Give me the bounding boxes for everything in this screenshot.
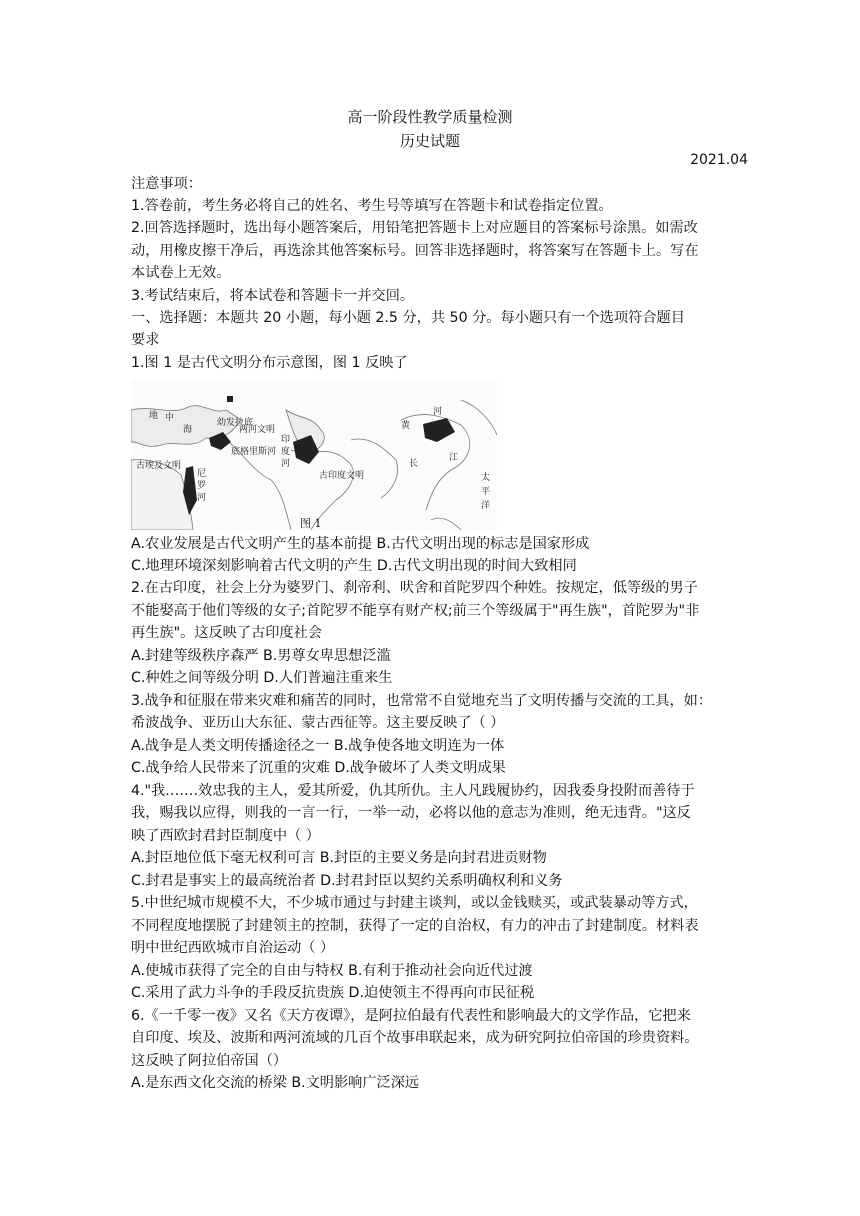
map-label: 洋 [481,501,491,511]
question-5-option: A.使城市获得了完全的自由与特权 B.有利于推动社会向近代过渡 [131,963,533,979]
map-label: 太 [481,473,491,483]
question-3-option: C.战争给人民带来了沉重的灾难 D.战争破坏了人类文明成果 [131,760,506,776]
notice-heading: 注意事项： [131,176,202,192]
question-3-stem: 希波战争、亚历山大东征、蒙古西征等。这主要反映了（ ） [131,715,505,731]
question-6-option: A.是东西文化交流的桥梁 B.文明影响广泛深远 [131,1075,420,1091]
question-6-stem: 6.《一千零一夜》又名《天方夜谭》，是阿拉伯最有代表性和影响最大的文学作品，它把来 [131,1008,691,1024]
notice-item: 本试卷上无效。 [131,265,231,281]
question-5-stem: 5.中世纪城市规模不大，不少城市通过与封建主谈判，或以金钱赎买，或武装暴动等方式， [131,895,698,911]
question-4-option: C.封君是事实上的最高统治者 D.封君封臣以契约关系明确权利和义务 [131,873,563,889]
map-label: 河 [281,459,291,469]
map-label: 地 [149,411,159,421]
exam-date: 2021.04 [690,152,748,168]
section-heading: 一、选择题：本题共 20 小题，每小题 2.5 分，共 50 分。每小题只有一个选项符合题目 [131,310,685,326]
question-5-stem: 明中世纪西欧城市自治运动（ ） [131,940,335,956]
exam-title: 高一阶段性教学质量检测 [347,108,513,126]
map-label: 两河文明 [239,425,276,435]
question-2-option: C.种姓之间等级分明 D.人们普遍注重来生 [131,670,393,686]
map-label: 平 [481,487,491,497]
map-label: 古埃及文明 [136,461,182,471]
map-label: 幼发拉底 [217,418,254,428]
question-2-stem: 2.在古印度，社会上分为婆罗门、刹帝利、吠舍和首陀罗四个种姓。按规定，低等级的男子 [131,580,698,596]
notice-item: 3.考试结束后，将本试卷和答题卡一并交回。 [131,288,415,304]
notice-item: 动，用橡皮擦干净后，再选涂其他答案标号。回答非选择题时，将答案写在答题卡上。写在 [131,243,699,259]
question-5-option: C.采用了武力斗争的手段反抗贵族 D.迫使领主不得再向市民征税 [131,985,535,1001]
question-3-option: A.战争是人类文明传播途径之一 B.战争使各地文明连为一体 [131,738,505,754]
map-label: 罗 [197,481,207,491]
map-label: 中 [165,413,175,423]
question-6-stem: 这反映了阿拉伯帝国（） [131,1053,288,1069]
map-label: 长 [409,459,419,469]
map-label: 古印度文明 [319,471,365,481]
map-label: 底格里斯河 [231,447,277,457]
question-2-stem: 不能娶高于他们等级的女子;首陀罗不能享有财产权;前三个等级属于"再生族"，首陀罗为"非 [131,603,700,619]
section-heading-cont: 要求 [131,332,160,348]
map-label: 尼 [197,469,207,479]
map-label: 印 [281,435,291,445]
question-1-option: A.农业发展是古代文明产生的基本前提 B.古代文明出现的标志是国家形成 [131,536,590,552]
question-4-stem: 映了西欧封君封臣制度中（ ） [131,828,320,844]
ancient-civilizations-map [131,380,497,530]
question-3-stem: 3.战争和征服在带来灾难和痛苦的同时，也常常不自觉地充当了文明传播与交流的工具，如： [131,693,713,709]
map-image [131,380,497,530]
question-4-option: A.封臣地位低下毫无权利可言 B.封臣的主要义务是向封君进贡财物 [131,850,547,866]
question-1-stem: 1.图 1 是古代文明分布示意图，图 1 反映了 [131,355,408,371]
map-label: 海 [183,425,193,435]
map-label: 度 [281,447,291,457]
figure-caption: 图 1 [300,517,322,530]
question-6-stem: 自印度、埃及、波斯和两河流域的几百个故事串联起来，成为研究阿拉伯帝国的珍贵资料。 [131,1030,699,1046]
map-label: 江 [449,453,459,463]
exam-subtitle: 历史试题 [399,132,460,150]
notice-item: 1.答卷前，考生务必将自己的姓名、考生号等填写在答题卡和试卷指定位置。 [131,198,613,214]
question-4-stem: 4."我.……效忠我的主人，爱其所爱，仇其所仇。主人凡践履协约，因我委身投附而善待于 [131,783,695,799]
notice-item: 2.回答选择题时，选出每小题答案后，用铅笔把答题卡上对应题目的答案标号涂黑。如需改 [131,220,698,236]
question-5-stem: 不同程度地摆脱了封建领主的控制，获得了一定的自治权，有力的冲击了封建制度。材料表 [131,918,699,934]
map-label: 河 [433,407,443,417]
question-2-stem: 再生族"。这反映了古印度社会 [131,625,322,641]
question-2-option: A.封建等级秩序森严 B.男尊女卑思想泛滥 [131,648,391,664]
map-label: 黄 [401,421,411,431]
question-1-option: C.地理环境深刻影响着古代文明的产生 D.古代文明出现的时间大致相同 [131,558,577,574]
question-4-stem: 我，赐我以应得，则我的一言一行，一举一动，必将以他的意志为准则，绝无违背。"这反 [131,805,691,821]
map-label: 河 [197,493,207,503]
